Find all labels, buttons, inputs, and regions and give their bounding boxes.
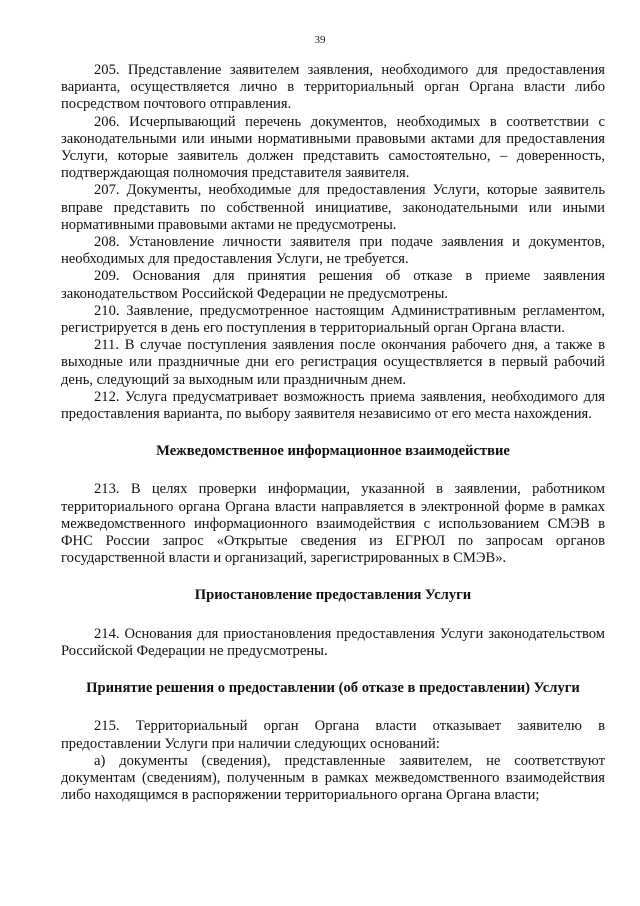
paragraph: 209. Основания для принятия решения об отказе в приеме заявления законодательством Российской Федерации не предусмотрены. <box>61 268 605 302</box>
section-heading: Межведомственное информационное взаимодействие <box>156 443 510 460</box>
section-heading: Принятие решения о предоставлении (об отказе в предоставлении) Услуги <box>86 680 580 697</box>
paragraph: 214. Основания для приостановления предоставления Услуги законодательством Российской Федерации не предусмотрены. <box>61 625 605 659</box>
paragraph: 208. Установление личности заявителя при подаче заявления и документов, необходимых для предоставления Услуги, не требуется. <box>61 234 605 268</box>
paragraph: 215. Территориальный орган Органа власти отказывает заявителю в предоставлении Услуги при наличии следующих оснований: <box>61 718 605 752</box>
paragraph: 211. В случае поступления заявления после окончания рабочего дня, а также в выходные или праздничные дни его регистрация осуществляется в первый рабочий день, следующий за выходным или праздничным днем. <box>61 337 605 388</box>
paragraph: 205. Представление заявителем заявления, необходимого для предоставления варианта, осуществляется лично в территориальный орган Органа власти либо посредством почтового отправления. <box>61 62 605 113</box>
paragraph: 206. Исчерпывающий перечень документов, необходимых в соответствии с законодательными или иными нормативными правовыми актами для предоставления Услуги, которые заявитель должен представить самостоятельно, – доверенность, подтверждающая полномочия представителя заявителя. <box>61 113 605 182</box>
paragraph: 212. Услуга предусматривает возможность приема заявления, необходимого для предоставления варианта, по выбору заявителя независимо от его места нахождения. <box>61 388 605 423</box>
page-number: 39 <box>314 34 326 46</box>
paragraph: а) документы (сведения), представленные заявителем, не соответствуют документам (сведениям), полученным в рамках межведомственного взаимодействия либо находящимся в распоряжении территориального органа Органа власти; <box>61 752 605 804</box>
section-heading: Приостановление предоставления Услуги <box>194 587 472 604</box>
paragraph: 207. Документы, необходимые для предоставления Услуги, которые заявитель вправе представить по собственной инициативе, законодательными или иными нормативными правовыми актами не предусмотрены. <box>61 182 605 233</box>
document-body <box>61 62 605 804</box>
paragraph: 210. Заявление, предусмотренное настоящим Административным регламентом, регистрируется в день его поступления в территориальный орган Органа власти. <box>61 302 605 337</box>
paragraph: 213. В целях проверки информации, указанной в заявлении, работником территориального органа Органа власти направляется в электронной форме в рамках межведомственного информационного взаимодействия с использованием СМЭВ в ФНС России запрос «Открытые сведения из ЕГРЮЛ по запросам органов государственной власти и организаций, зарегистрированных в СМЭВ». <box>61 481 605 567</box>
